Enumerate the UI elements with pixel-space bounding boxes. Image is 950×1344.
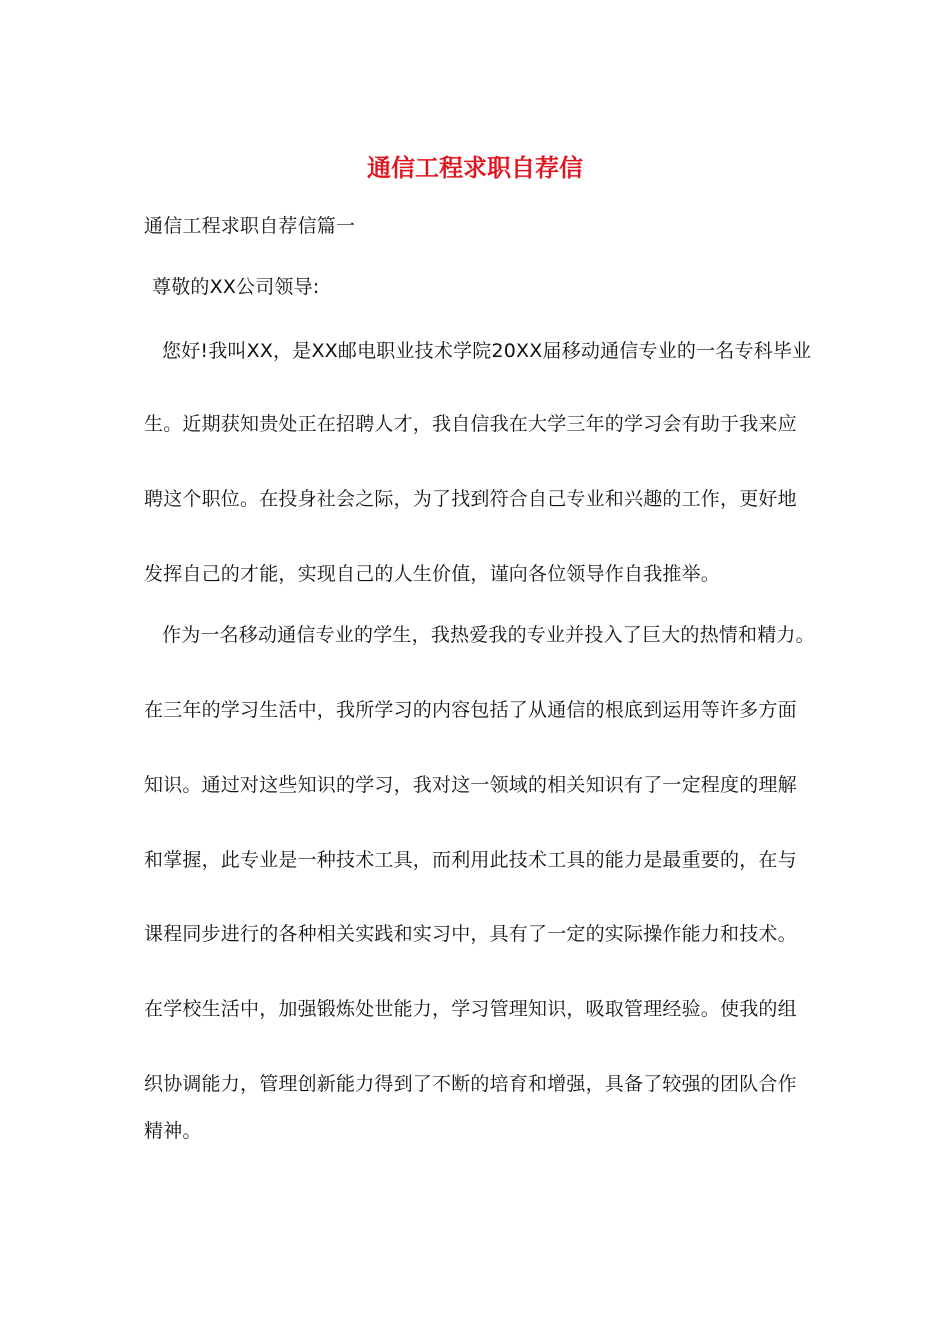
- body-line: 精神。: [144, 1120, 202, 1142]
- body-line: 和掌握，此专业是一种技术工具，而利用此技术工具的能力是最重要的，在与: [144, 849, 797, 871]
- body-line: 作为一名移动通信专业的学生，我热爱我的专业并投入了巨大的热情和精力。: [162, 624, 815, 646]
- body-line: 课程同步进行的各种相关实践和实习中，具有了一定的实际操作能力和技术。: [144, 923, 797, 945]
- body-line: 生。近期获知贵处正在招聘人才，我自信我在大学三年的学习会有助于我来应: [144, 413, 797, 435]
- body-line: 发挥自己的才能，实现自己的人生价值，谨向各位领导作自我推举。: [144, 563, 721, 585]
- body-line: 知识。通过对这些知识的学习，我对这一领域的相关知识有了一定程度的理解: [144, 774, 797, 796]
- body-line: 织协调能力，管理创新能力得到了不断的培育和增强，具备了较强的团队合作: [144, 1073, 797, 1095]
- body-line: 在三年的学习生活中，我所学习的内容包括了从通信的根底到运用等许多方面: [144, 699, 797, 721]
- body-line: 聘这个职位。在投身社会之际，为了找到符合自己专业和兴趣的工作，更好地: [144, 488, 797, 510]
- document-title: 通信工程求职自荐信: [367, 153, 583, 182]
- body-line: 在学校生活中，加强锻炼处世能力，学习管理知识，吸取管理经验。使我的组: [144, 998, 797, 1020]
- section-heading: 通信工程求职自荐信篇一: [144, 215, 356, 237]
- body-line: 您好!我叫XX，是XX邮电职业技术学院20XX届移动通信专业的一名专科毕业: [162, 340, 812, 362]
- salutation: 尊敬的XX公司领导:: [152, 276, 320, 298]
